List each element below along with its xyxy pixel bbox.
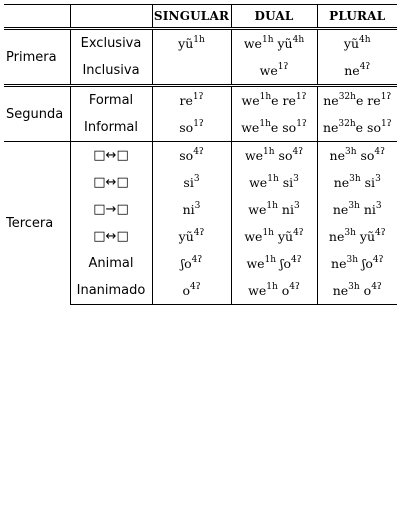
header-empty-person (4, 5, 70, 29)
header-plural: PLURAL (317, 5, 397, 29)
subcategory-cell: □↔□ (70, 223, 152, 250)
form-base: si (360, 175, 376, 190)
header-dual: DUAL (231, 5, 317, 29)
tone-superscript: 3 (293, 174, 299, 184)
tone-superscript: 3 (193, 174, 200, 184)
form-base: re (179, 93, 193, 108)
form-base: ʃo (180, 256, 192, 271)
form-base: ne (332, 283, 349, 298)
singular-form (152, 86, 231, 115)
tone-superscript: 4ʔ (289, 282, 300, 292)
tone-superscript: 4ʔ (359, 62, 371, 72)
tone-superscript: 3h (344, 228, 356, 238)
form-base: e so (270, 120, 297, 135)
form-base: ne (323, 93, 339, 108)
form-base: yũ (178, 36, 194, 51)
singular-form (152, 114, 231, 142)
form-base: so (179, 148, 194, 163)
form-base: o (359, 283, 372, 298)
tone-superscript: 3h (348, 282, 360, 292)
form-base: ne (322, 120, 339, 135)
tone-superscript: 1h (262, 228, 274, 238)
dual-form (231, 196, 317, 223)
subcategory-cell: □→□ (70, 196, 152, 223)
plural-form (317, 86, 397, 115)
tone-superscript: 1h (259, 119, 271, 129)
form-base: ni (277, 202, 294, 217)
form-base: e re (271, 93, 296, 108)
dual-form (231, 142, 317, 170)
plural-form (317, 142, 397, 170)
form-base: ne (333, 175, 350, 190)
tone-superscript: 4ʔ (375, 228, 386, 238)
form-base: so (356, 148, 375, 163)
tone-superscript: 4ʔ (290, 255, 302, 265)
tone-superscript: 4ʔ (292, 147, 304, 157)
tone-superscript: 1h (264, 255, 277, 265)
subcategory-cell: Informal (70, 114, 152, 142)
plural-form (317, 114, 397, 142)
plural-form (317, 277, 397, 305)
tone-superscript: 3 (375, 201, 382, 211)
tone-superscript: 4ʔ (193, 147, 204, 157)
form-base: o (277, 283, 290, 298)
subcategory-cell: Animal (70, 250, 152, 277)
tone-superscript: 4ʔ (371, 282, 382, 292)
tone-superscript: 1ʔ (296, 119, 307, 129)
dual-form (231, 57, 317, 86)
person-cell: Segunda (4, 86, 70, 142)
tone-superscript: 1ʔ (277, 62, 289, 72)
tone-superscript: 1h (266, 282, 278, 292)
pronoun-table (4, 4, 397, 305)
form-base: yũ (355, 229, 375, 244)
form-base: e so (355, 120, 381, 135)
tone-superscript: 4ʔ (372, 255, 384, 265)
form-base: si (183, 175, 194, 190)
subcategory-cell: Formal (70, 86, 152, 115)
header-row (4, 5, 397, 29)
tone-superscript: 4ʔ (374, 147, 385, 157)
tone-superscript: 3h (348, 201, 360, 211)
dual-form (231, 223, 317, 250)
table-row (4, 86, 397, 115)
tone-superscript: 3 (293, 201, 300, 211)
form-base: we (241, 93, 260, 108)
plural-form (317, 169, 397, 196)
subcategory-cell: □↔□ (70, 142, 152, 170)
form-base: o (182, 283, 190, 298)
tone-superscript: 1h (193, 35, 205, 45)
tone-superscript: 4h (292, 35, 305, 45)
form-base: ne (328, 229, 345, 244)
singular-form (152, 223, 231, 250)
form-base: we (249, 175, 268, 190)
tone-superscript: 1h (261, 35, 274, 45)
table-row (4, 29, 397, 58)
singular-form (152, 169, 231, 196)
dual-form (231, 114, 317, 142)
form-base: ne (329, 148, 345, 163)
header-singular: SINGULAR (152, 5, 231, 29)
form-base: we (248, 283, 267, 298)
form-base: we (246, 256, 265, 271)
form-base: ne (344, 63, 360, 78)
singular-form (152, 196, 231, 223)
form-base: we (241, 120, 260, 135)
tone-superscript: 3h (346, 255, 358, 265)
dual-form (231, 169, 317, 196)
form-base: e re (355, 93, 381, 108)
form-base: ne (332, 202, 349, 217)
tone-superscript: 1h (266, 201, 278, 211)
form-base: we (248, 202, 267, 217)
tone-superscript: 1h (267, 174, 279, 184)
singular-form (152, 142, 231, 170)
tone-superscript: 32h (338, 92, 356, 102)
singular-form (152, 277, 231, 305)
tone-superscript: 3 (375, 174, 381, 184)
form-base: ʃo (276, 256, 291, 271)
form-base: ni (182, 202, 195, 217)
tone-superscript: 4h (359, 35, 371, 45)
person-cell: Primera (4, 29, 70, 86)
tone-superscript: 1ʔ (193, 119, 204, 129)
dual-form (231, 29, 317, 58)
person-cell: Tercera (4, 142, 70, 305)
tone-superscript: 32h (338, 119, 356, 129)
tone-superscript: 4ʔ (293, 228, 304, 238)
subcategory-cell: □↔□ (70, 169, 152, 196)
subcategory-cell: Exclusiva (70, 29, 152, 58)
form-base: so (274, 148, 293, 163)
plural-form (317, 29, 397, 58)
table-row (4, 142, 397, 170)
plural-form (317, 196, 397, 223)
tone-superscript: 3h (349, 174, 361, 184)
dual-form (231, 86, 317, 115)
plural-form (317, 223, 397, 250)
subcategory-cell: Inclusiva (70, 57, 152, 86)
tone-superscript: 1h (259, 92, 272, 102)
tone-superscript: 1h (263, 147, 275, 157)
dual-form (231, 277, 317, 305)
form-base: so (179, 120, 194, 135)
form-base: we (244, 229, 263, 244)
form-base: yũ (178, 229, 194, 244)
form-base: si (278, 175, 294, 190)
tone-superscript: 1ʔ (295, 92, 307, 102)
form-base: we (259, 63, 278, 78)
form-base: yũ (273, 36, 293, 51)
form-base: yũ (273, 229, 294, 244)
tone-superscript: 3h (344, 147, 357, 157)
singular-form (152, 57, 231, 86)
subcategory-cell: Inanimado (70, 277, 152, 305)
tone-superscript: 1ʔ (380, 119, 392, 129)
tone-superscript: 1ʔ (380, 92, 392, 102)
form-base: we (243, 36, 262, 51)
singular-form (152, 29, 231, 58)
form-base: we (244, 148, 264, 163)
tone-superscript: 4ʔ (193, 228, 205, 238)
form-base: ʃo (358, 256, 373, 271)
tone-superscript: 4ʔ (189, 282, 201, 292)
form-base: yũ (343, 36, 360, 51)
singular-form (152, 250, 231, 277)
plural-form (317, 250, 397, 277)
tone-superscript: 4ʔ (191, 255, 203, 265)
tone-superscript: 1ʔ (192, 92, 204, 102)
tone-superscript: 3 (194, 201, 201, 211)
dual-form (231, 250, 317, 277)
plural-form (317, 57, 397, 86)
form-base: ni (359, 202, 376, 217)
header-empty-sub (70, 5, 152, 29)
form-base: ne (331, 256, 347, 271)
